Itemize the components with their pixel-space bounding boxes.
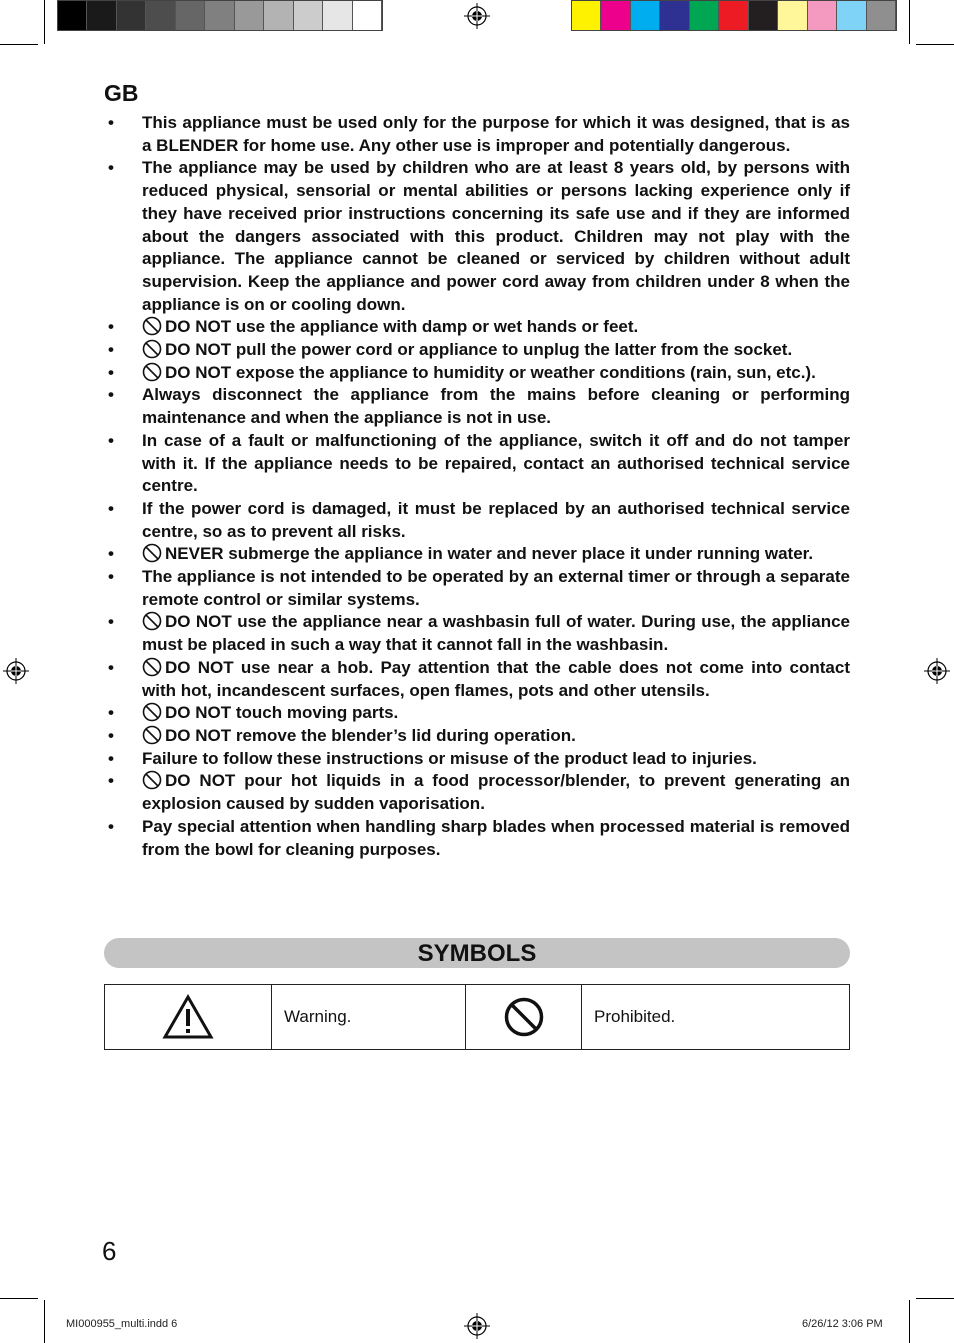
bullet: • xyxy=(108,430,114,450)
cmyk-color-bar xyxy=(571,0,897,31)
color-swatch xyxy=(294,1,323,30)
crop-mark xyxy=(909,1300,910,1343)
safety-item-text: This appliance must be used only for the purpose for which it was designed, that is as a BLENDER for home use. Any other use is improper and potentially dangerous. xyxy=(142,113,850,155)
prohibited-icon xyxy=(142,611,162,631)
color-swatch xyxy=(176,1,205,30)
bullet: • xyxy=(108,748,114,768)
safety-item-text: DO NOT expose the appliance to humidity or weather conditions (rain, sun, etc.). xyxy=(165,362,816,382)
color-swatch xyxy=(264,1,293,30)
bullet: • xyxy=(108,317,114,337)
safety-item xyxy=(104,566,850,611)
bullet: • xyxy=(108,771,114,791)
bullet: • xyxy=(108,725,114,745)
color-swatch xyxy=(719,1,748,30)
prohibited-icon xyxy=(142,657,162,677)
safety-item-text: DO NOT use the appliance near a washbasin full of water. During use, the appliance must be placed in such a way that it cannot fall in the washbasin. xyxy=(142,612,850,655)
prohibited-icon xyxy=(503,996,545,1038)
crop-mark xyxy=(916,44,954,45)
color-swatch xyxy=(660,1,689,30)
crop-mark xyxy=(0,1298,38,1299)
color-swatch xyxy=(778,1,807,30)
safety-item xyxy=(104,748,850,771)
bullet: • xyxy=(108,816,114,836)
safety-item-text: DO NOT pull the power cord or appliance to unplug the latter from the socket. xyxy=(165,340,793,360)
safety-item xyxy=(104,384,850,429)
safety-item-text: If the power cord is damaged, it must be replaced by an authorised technical service centre, so as to prevent all risks. xyxy=(142,498,850,541)
color-swatch xyxy=(323,1,352,30)
safety-item xyxy=(104,157,850,316)
color-swatch xyxy=(235,1,264,30)
color-swatch xyxy=(867,1,896,30)
safety-item-text: DO NOT remove the blender’s lid during operation. xyxy=(165,725,576,745)
color-swatch xyxy=(87,1,116,30)
safety-item-text: Pay special attention when handling sharp blades when processed material is removed from the bowl for cleaning purposes. xyxy=(142,816,850,859)
color-swatch xyxy=(837,1,866,30)
symbols-prohibited-label: Prohibited. xyxy=(594,1007,676,1026)
safety-item xyxy=(104,430,850,498)
safety-item-text: The appliance is not intended to be operated by an external timer or through a separate remote control or similar systems. xyxy=(142,567,850,609)
bullet: • xyxy=(108,612,114,632)
registration-mark-icon xyxy=(924,658,950,684)
safety-item-text: In case of a fault or malfunctioning of the appliance, switch it off and do not tamper with it. If the appliance needs to be repaired, contact an authorised technical service centre. xyxy=(142,430,850,496)
safety-item xyxy=(104,725,850,748)
safety-item-text: DO NOT touch moving parts. xyxy=(165,703,399,723)
prohibited-icon xyxy=(142,362,162,382)
color-swatch xyxy=(572,1,601,30)
crop-mark xyxy=(0,44,38,45)
color-swatch xyxy=(631,1,660,30)
prohibited-icon xyxy=(142,543,162,563)
registration-mark-icon xyxy=(464,1313,490,1339)
crop-mark xyxy=(44,0,45,44)
prohibited-icon xyxy=(142,702,162,722)
safety-item-text: DO NOT pour hot liquids in a food processor/blender, to prevent generating an explosion caused by sudden vaporisation. xyxy=(142,771,850,814)
bullet: • xyxy=(108,544,114,564)
color-swatch xyxy=(117,1,146,30)
bullet: • xyxy=(108,657,114,677)
prohibited-icon xyxy=(142,725,162,745)
crop-mark xyxy=(916,1298,954,1299)
prohibited-icon xyxy=(142,770,162,790)
safety-item xyxy=(104,770,850,815)
safety-item-text: The appliance may be used by children who are at least 8 years old, by persons with reduced physical, sensorial or mental abilities or persons lacking experience only if they have received prior instructions concerning its safe use and if they are informed about the dangers associated with this product. Children may not play with the appliance. The appliance cannot be cleaned or serviced by children without adult supervision. Keep the appliance and power cord away from children under 8 when the appliance is on or cooling down. xyxy=(142,158,850,314)
page-number: 6 xyxy=(102,1236,117,1266)
color-swatch xyxy=(58,1,87,30)
crop-mark xyxy=(44,1300,45,1343)
safety-item xyxy=(104,498,850,543)
color-swatch xyxy=(601,1,630,30)
safety-instructions-list xyxy=(104,112,850,861)
safety-item-text: DO NOT use the appliance with damp or wet hands or feet. xyxy=(165,317,639,337)
color-swatch xyxy=(749,1,778,30)
grayscale-color-bar xyxy=(57,0,383,31)
symbols-heading: SYMBOLS xyxy=(104,938,850,968)
bullet: • xyxy=(108,158,114,178)
safety-item xyxy=(104,316,850,339)
prohibited-icon xyxy=(142,339,162,359)
symbols-table xyxy=(104,984,850,1050)
symbols-warning-icon-cell xyxy=(105,985,272,1049)
warning-triangle-icon xyxy=(162,994,214,1040)
language-code: GB xyxy=(104,80,139,106)
color-swatch xyxy=(690,1,719,30)
safety-item xyxy=(104,362,850,385)
crop-mark xyxy=(909,0,910,44)
safety-item-text: Always disconnect the appliance from the mains before cleaning or performing maintenance and when the appliance is not in use. xyxy=(142,385,850,428)
safety-item-text: NEVER submerge the appliance in water and never place it under running water. xyxy=(165,544,814,564)
bullet: • xyxy=(108,362,114,382)
registration-mark-icon xyxy=(464,3,490,29)
safety-item xyxy=(104,543,850,566)
safety-item-text: Failure to follow these instructions or misuse of the product lead to injuries. xyxy=(142,748,757,768)
color-swatch xyxy=(146,1,175,30)
symbols-warning-label: Warning. xyxy=(272,985,466,1049)
symbols-prohibited-icon-cell xyxy=(466,985,582,1049)
prohibited-icon xyxy=(142,316,162,336)
safety-item xyxy=(104,611,850,656)
file-slug: MI000955_multi.indd 6 xyxy=(66,1318,178,1330)
bullet: • xyxy=(108,567,114,587)
safety-item xyxy=(104,112,850,157)
bullet: • xyxy=(108,340,114,360)
bullet: • xyxy=(108,703,114,723)
bullet: • xyxy=(108,113,114,132)
safety-item xyxy=(104,816,850,861)
date-slug: 6/26/12 3:06 PM xyxy=(802,1318,883,1330)
color-swatch xyxy=(353,1,382,30)
bullet: • xyxy=(108,385,114,405)
bullet: • xyxy=(108,498,114,518)
safety-item-text: DO NOT use near a hob. Pay attention that the cable does not come into contact with hot, incandescent surfaces, open flames, pots and other utensils. xyxy=(142,657,850,700)
safety-item xyxy=(104,657,850,702)
color-swatch xyxy=(808,1,837,30)
registration-mark-icon xyxy=(3,658,29,684)
safety-item xyxy=(104,702,850,725)
safety-item xyxy=(104,339,850,362)
color-swatch xyxy=(205,1,234,30)
